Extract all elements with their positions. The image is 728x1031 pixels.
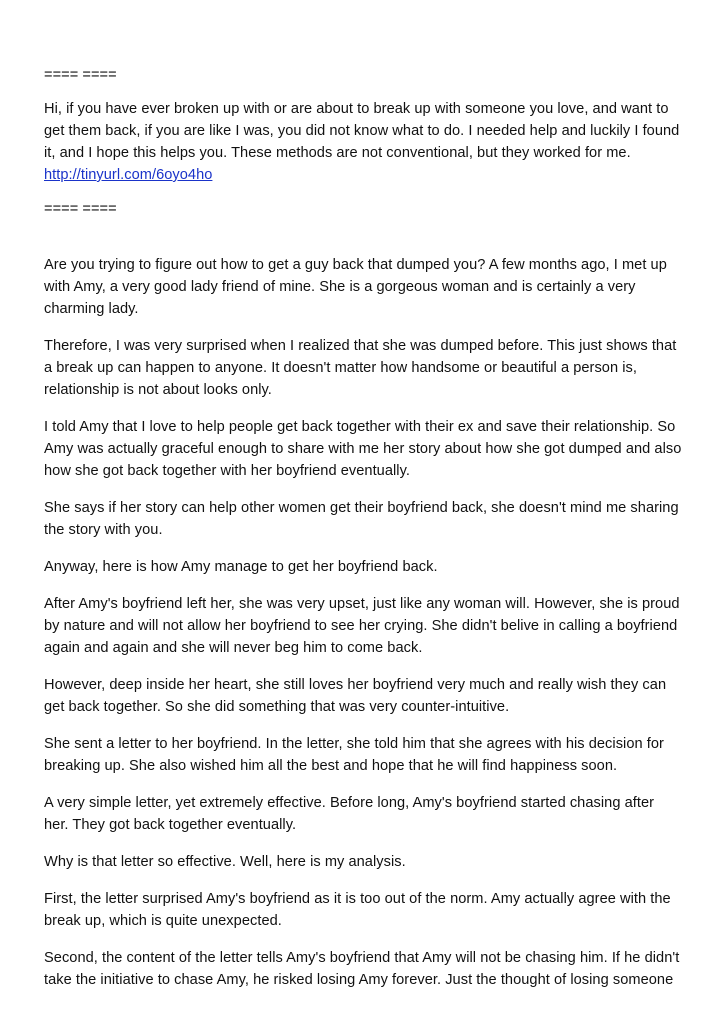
paragraph-line: A very simple letter, yet extremely effective. Before long, Amy's boyfriend started chasing after <box>44 795 655 811</box>
paragraph-line: again and again and she will never beg him to come back. <box>44 640 423 656</box>
paragraph <box>44 851 694 873</box>
document-page <box>44 64 694 991</box>
paragraph <box>44 497 694 541</box>
paragraph-line: After Amy's boyfriend left her, she was very upset, just like any woman will. However, she is proud <box>44 596 680 612</box>
paragraph-line: get back together. So she did something that was very counter-intuitive. <box>44 699 510 715</box>
paragraph <box>44 416 694 482</box>
paragraph-line: charming lady. <box>44 301 139 317</box>
paragraph <box>44 556 694 578</box>
paragraph-line: She says if her story can help other women get their boyfriend back, she doesn't mind me sharing <box>44 500 679 516</box>
paragraph-line: the story with you. <box>44 522 163 538</box>
paragraph-line: her. They got back together eventually. <box>44 817 297 833</box>
paragraph-line: by nature and will not allow her boyfriend to see her crying. She didn't belive in calling a boyfriend <box>44 618 678 634</box>
paragraph-line: break up, which is quite unexpected. <box>44 913 282 929</box>
paragraph-line: Are you trying to figure out how to get a guy back that dumped you? A few months ago, I met up <box>44 257 667 273</box>
intro-line: get them back, if you are like I was, you did not know what to do. I needed help and luckily I found <box>44 123 680 139</box>
paragraph-line: take the initiative to chase Amy, he risked losing Amy forever. Just the thought of losing someone <box>44 972 674 988</box>
paragraph <box>44 792 694 836</box>
article-body <box>44 254 694 991</box>
intro-paragraph <box>44 98 694 186</box>
paragraph <box>44 733 694 777</box>
paragraph-line: relationship is not about looks only. <box>44 382 272 398</box>
paragraph <box>44 335 694 401</box>
paragraph-line: Anyway, here is how Amy manage to get her boyfriend back. <box>44 559 438 575</box>
intro-line: Hi, if you have ever broken up with or are about to break up with someone you love, and want to <box>44 101 669 117</box>
intro-line: it, and I hope this helps you. These methods are not conventional, but they worked for me. <box>44 145 631 161</box>
separator-bottom: ==== ==== <box>44 201 117 217</box>
paragraph-line: Therefore, I was very surprised when I realized that she was dumped before. This just shows that <box>44 338 677 354</box>
paragraph-line: First, the letter surprised Amy's boyfriend as it is too out of the norm. Amy actually agree with the <box>44 891 671 907</box>
paragraph <box>44 888 694 932</box>
paragraph <box>44 593 694 659</box>
paragraph <box>44 674 694 718</box>
paragraph-line: with Amy, a very good lady friend of mine. She is a gorgeous woman and is certainly a very <box>44 279 636 295</box>
paragraph-line: I told Amy that I love to help people get back together with their ex and save their relationship. So <box>44 419 676 435</box>
separator-top: ==== ==== <box>44 67 117 83</box>
paragraph <box>44 947 694 991</box>
paragraph-line: However, deep inside her heart, she still loves her boyfriend very much and really wish they can <box>44 677 667 693</box>
paragraph-line: Why is that letter so effective. Well, here is my analysis. <box>44 854 406 870</box>
paragraph-line: how she got back together with her boyfriend eventually. <box>44 463 410 479</box>
paragraph-line: breaking up. She also wished him all the best and hope that he will find happiness soon. <box>44 758 618 774</box>
paragraph-line: Amy was actually graceful enough to share with me her story about how she got dumped and also <box>44 441 682 457</box>
paragraph <box>44 254 694 320</box>
paragraph-line: a break up can happen to anyone. It doesn't matter how handsome or beautiful a person is, <box>44 360 637 376</box>
paragraph-line: She sent a letter to her boyfriend. In the letter, she told him that she agrees with his decision for <box>44 736 664 752</box>
paragraph-line: Second, the content of the letter tells Amy's boyfriend that Amy will not be chasing him. If he didn't <box>44 950 680 966</box>
promo-link[interactable]: http://tinyurl.com/6oyo4ho <box>44 167 213 183</box>
